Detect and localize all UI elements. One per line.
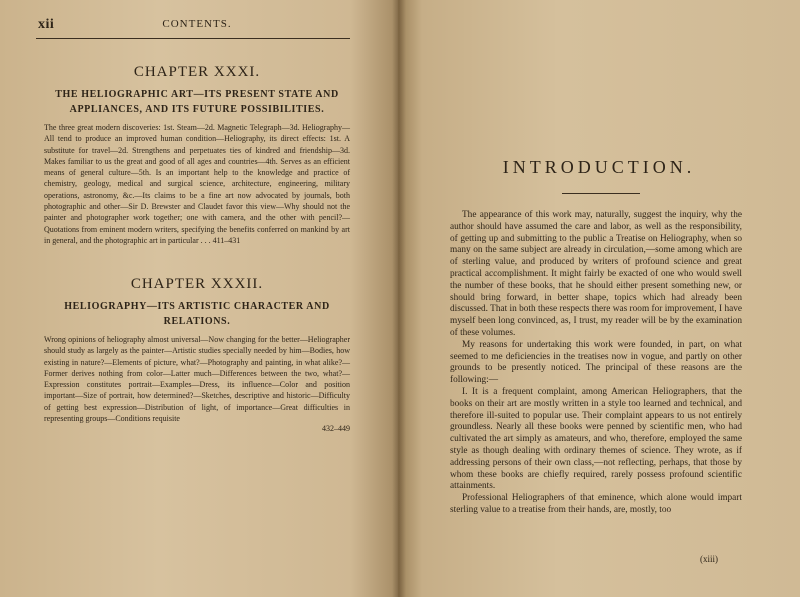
chapter-page-range: 432–449 (322, 424, 350, 434)
heading-rule (562, 193, 640, 194)
chapter-summary: Wrong opinions of heliography almost universal—Now changing for the better—Heliographer should study as largely as the painter—Artistic studies specially needed by him—Bodies, how existing in nature?—Elements of picture, what?—Photography and painting, in what alike?—Former derives nothing from color—Latter much—Differences between the two, what?—Expression constitutes portrait—Examples—Dress, its influence—Color and position important—Size of portrait, how determined?—Sketches, descriptive and historic—Difficulty of getting best expression—Distribution of light, of importance—Great difficulties in representing groups—Conditions requisite (44, 335, 350, 424)
chapter-number: CHAPTER XXXI. (133, 64, 261, 80)
book-gutter (392, 0, 406, 597)
chapter-number: CHAPTER XXXII. (130, 276, 264, 292)
running-head-title: CONTENTS. (162, 18, 232, 30)
introduction-body (450, 210, 742, 517)
paragraph: I. It is a frequent complaint, among American Heliographers, that the books on their art are mostly written in a style too learned and technical, and therefore ill-suited to popular use. Their complaint appears to us not entirely groundless. Nearly all these books were penned by scientific men, who had cultivated the art simply as amateurs, and who, therefore, employed the same style as though dealing with ordinary themes of science. They wrote, as if addressing persons of their own class,—not reflecting, perhaps, that those by whom these books are chiefly required, rarely possess profound scientific attainments. (450, 386, 742, 492)
running-head (38, 17, 356, 33)
chapter-title: THE HELIOGRAPHIC ART—ITS PRESENT STATE AND APPLIANCES, AND ITS FUTURE POSSIBILITIES. (55, 89, 339, 115)
introduction-heading: INTRODUCTION. (502, 157, 696, 177)
paragraph: The appearance of this work may, naturally, suggest the inquiry, why the author should have assumed the care and labor, as well as the responsibility, of getting up and submitting to the public a Treatise on Heliography, when so many on the same subject are already in circulation,—some among which are of sterling value, and produced by writers of profound science and great practical accomplishment. It might fairly be exacted of one who would swell the number of these books, that he should either present something new, or should bring forward, in better shape, topics which had already been discussed. That in both these respects there was room for improvement, I have myself been long convinced, as, I trust, my reader will be by the examination of these volumes. (450, 210, 742, 338)
chapter-xxxi (44, 64, 350, 246)
chapter-title: HELIOGRAPHY—ITS ARTISTIC CHARACTER AND RELATIONS. (64, 301, 330, 327)
page-number-right: (xiii) (700, 554, 718, 564)
paragraph: My reasons for undertaking this work were founded, in part, on what seemed to me deficiencies in the treatises now in vogue, and partly on other grounds to be presently noticed. The principal of these reasons are the following:— (450, 339, 742, 386)
header-rule (36, 38, 350, 39)
page-number-left: xii (38, 17, 55, 32)
chapter-xxxii (44, 276, 350, 433)
chapter-summary: The three great modern discoveries: 1st. Steam—2d. Magnetic Telegraph—3d. Heliography—All tend to produce an improved human condition—Heliography, its direct effects: 1st. A substitute for travel—2d. Strengthens and perpetuates ties of kindred and friendship—3d. Makes familiar to us the great and good of all ages and countries—4th. Serves as an efficient means of general culture—5th. Is an important help to the knowledge and practice of chemistry, geology, medical and surgical science, architecture, engineering, military operations, astronomy, &c.—Its claims to be a fine art now advocated by journals, both photographic and other—Sir D. Brewster and Claudet favor this view—Why should not the painter and photographer work together; one with camera, and the other with pencil?—Quotations from eminent modern writers, specifying the benefits conferred on mankind by art in general, and the photographic art in particular . . . 411–431 (44, 123, 350, 245)
paragraph: Professional Heliographers of that eminence, which alone would impart sterling value to a treatise from their hands, are, mostly, too (450, 493, 742, 515)
